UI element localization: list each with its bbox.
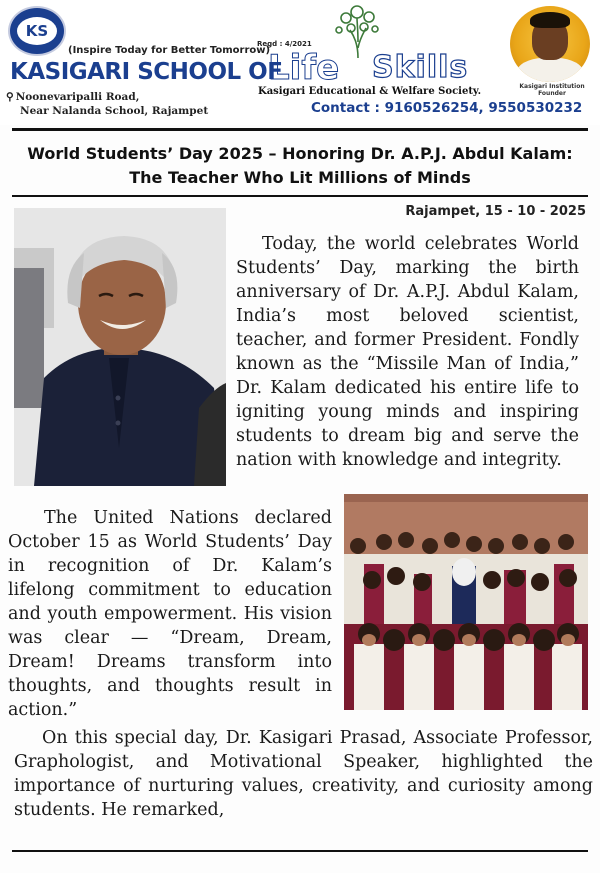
- kalam-portrait-illustration: [14, 208, 226, 486]
- students-group-illustration: [344, 494, 588, 710]
- registration-number: Regd : 4/2021: [257, 40, 312, 48]
- address-line-2: Near Nalanda School, Rajampet: [20, 105, 209, 117]
- ks-logo: [8, 6, 66, 56]
- school-name: KASIGARI SCHOOL OF: [10, 59, 283, 85]
- paragraph-2: The United Nations declared October 15 as World Students’ Day in recognition of Dr. Kalam’s lifelong commitment to education and youth empowerment. His vision was clear — “Dream, Dream, Dream! Dreams transform into thoughts, and thoughts result in action.”: [8, 508, 332, 720]
- founder-caption: Kasigari Institution Founder: [519, 83, 585, 97]
- headline-divider: [12, 195, 588, 197]
- tagline: (Inspire Today for Better Tomorrow): [68, 45, 271, 56]
- masthead: [0, 0, 600, 125]
- founder-body: [516, 58, 584, 82]
- founder-hair: [530, 12, 570, 28]
- headline-line-2: The Teacher Who Lit Millions of Minds: [129, 168, 471, 187]
- kalam-photo: [14, 208, 226, 486]
- brand-life: Life: [268, 48, 340, 88]
- dateline: Rajampet, 15 - 10 - 2025: [405, 204, 586, 219]
- students-group-photo: [344, 494, 588, 710]
- founder-portrait: [510, 6, 590, 82]
- society-name: Kasigari Educational & Welfare Society.: [258, 86, 482, 97]
- footer-divider: [12, 850, 588, 852]
- ks-logo-text: KS: [17, 17, 57, 45]
- school-address: [6, 90, 208, 118]
- headline-line-1: World Students’ Day 2025 – Honoring Dr. A.P.J. Abdul Kalam:: [27, 144, 573, 163]
- header-divider: [12, 128, 588, 131]
- paragraph-1: Today, the world celebrates World Students’ Day, marking the birth anniversary of Dr. A.P.J. Abdul Kalam, India’s most beloved scientist, teacher, and former President. Fondly known as the “Missile Man of India,” Dr. Kalam dedicated his entire life to igniting young minds and inspiring students to dream big and serve the nation with knowledge and integrity.: [236, 234, 579, 470]
- article-headline: [0, 142, 600, 190]
- contact-numbers: Contact : 9160526254, 9550530232: [311, 100, 583, 116]
- address-line-1: ⚲ Noonevaripalli Road,: [6, 91, 140, 103]
- location-pin-icon: ⚲: [6, 91, 14, 103]
- brand-skills: Skills: [372, 50, 469, 85]
- paragraph-3: On this special day, Dr. Kasigari Prasad, Associate Professor, Graphologist, and Motivational Speaker, highlighted the importance of nurturing values, creativity, and curiosity among students. He remarked,: [14, 728, 593, 820]
